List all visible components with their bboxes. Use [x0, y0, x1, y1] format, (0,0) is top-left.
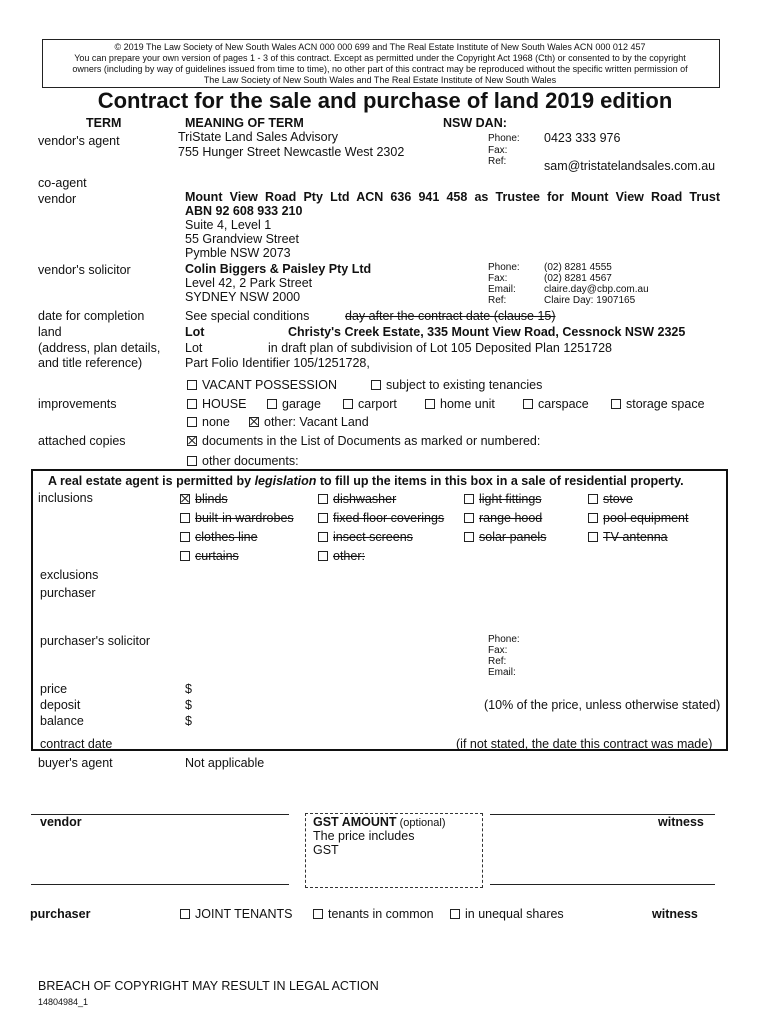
- solicitor-email-label: Email:: [488, 284, 516, 295]
- solicitor-fax-label: Fax:: [488, 273, 508, 284]
- inclusion-checkbox[interactable]: [464, 532, 474, 542]
- checkbox-joint-tenants[interactable]: [180, 909, 190, 919]
- checkbox-other-documents[interactable]: [187, 456, 197, 466]
- inclusion-checkbox[interactable]: [318, 513, 328, 523]
- inclusion-other[interactable]: [318, 549, 365, 564]
- label-exclusions: exclusions: [40, 568, 99, 582]
- garage-label: garage: [282, 397, 321, 411]
- inclusion-solar-panels[interactable]: [464, 530, 546, 545]
- vacant-possession-label: VACANT POSSESSION: [202, 378, 337, 392]
- inclusion-stove[interactable]: [588, 492, 633, 507]
- inclusion-label: solar panels: [479, 530, 547, 544]
- other-improvement-label: other: Vacant Land: [264, 415, 369, 429]
- label-contract-date: contract date: [40, 737, 113, 751]
- checkbox-existing-tenancies[interactable]: [371, 380, 381, 390]
- inclusion-checkbox[interactable]: [588, 513, 598, 523]
- copyright-line-3: owners (including by way of guidelines issued from time to time), no other part of this contract may be reproduced without the specific written permission of: [72, 64, 688, 74]
- balance-dollar: $: [185, 714, 192, 728]
- inclusion-checkbox[interactable]: [318, 551, 328, 561]
- inclusion-checkbox[interactable]: [588, 532, 598, 542]
- option-carport[interactable]: [343, 397, 397, 412]
- label-land-address: (address, plan details,: [38, 341, 161, 355]
- inclusion-insect-screens[interactable]: [318, 530, 413, 545]
- header-term: TERM: [86, 116, 122, 130]
- checkbox-documents-checked[interactable]: [187, 436, 197, 446]
- label-improvements: improvements: [38, 397, 117, 411]
- completion-value: See special conditions: [185, 309, 310, 323]
- label-vendor: vendor: [38, 192, 77, 206]
- inclusion-blinds[interactable]: [180, 492, 228, 507]
- checkbox-carport[interactable]: [343, 399, 353, 409]
- carspace-label: carspace: [538, 397, 589, 411]
- agent-phone-label: Phone:: [488, 133, 520, 144]
- solicitor-phone-label: Phone:: [488, 262, 520, 273]
- agent-fax-label: Fax:: [488, 145, 508, 156]
- label-purchasers-solicitor: purchaser's solicitor: [40, 634, 151, 648]
- label-vendors-agent: vendor's agent: [38, 134, 120, 148]
- inclusion-light-fittings[interactable]: [464, 492, 542, 507]
- agent-box-heading-b: legislation: [254, 474, 317, 488]
- purch-email-label: Email:: [488, 667, 516, 678]
- inclusion-label: light fittings: [479, 492, 542, 506]
- inclusion-fixed-floor-coverings[interactable]: [318, 511, 444, 526]
- option-storage-space[interactable]: [611, 397, 705, 412]
- witness-signature-line-2[interactable]: [490, 884, 715, 885]
- purch-phone-label: Phone:: [488, 634, 520, 645]
- inclusion-range-hood[interactable]: [464, 511, 542, 526]
- home-unit-label: home unit: [440, 397, 495, 411]
- page-title: Contract for the sale and purchase of land 2019 edition: [97, 88, 673, 113]
- vendor-signature-line-2[interactable]: [31, 884, 289, 885]
- solicitor-address-2: SYDNEY NSW 2000: [185, 290, 301, 304]
- deposit-note: (10% of the price, unless otherwise stated): [484, 698, 721, 712]
- solicitor-ref-label: Ref:: [488, 295, 507, 306]
- option-garage[interactable]: [267, 397, 321, 412]
- inclusion-label: stove: [603, 492, 633, 506]
- carport-label: carport: [358, 397, 397, 411]
- inclusion-label: dishwasher: [333, 492, 397, 506]
- inclusion-label: insect screens: [333, 530, 413, 544]
- label-witness: witness: [658, 815, 704, 829]
- land-lot-label-2: Lot: [185, 341, 203, 355]
- checkbox-garage[interactable]: [267, 399, 277, 409]
- option-other-improvement[interactable]: [249, 415, 369, 430]
- inclusion-label: curtains: [195, 549, 239, 563]
- tenancies-label: subject to existing tenancies: [386, 378, 543, 392]
- inclusion-curtains[interactable]: [180, 549, 239, 564]
- vendor-address-2: 55 Grandview Street: [185, 232, 299, 246]
- checkbox-tenants-in-common[interactable]: [313, 909, 323, 919]
- copyright-line-4: The Law Society of New South Wales and The Real Estate Institute of New South Wales: [203, 75, 557, 85]
- vendor-address-3: Pymble NSW 2073: [185, 246, 291, 260]
- gst-optional: (optional): [396, 817, 446, 829]
- label-land: land: [38, 325, 62, 339]
- gst-title-text: GST AMOUNT: [313, 815, 397, 829]
- checkbox-house[interactable]: [187, 399, 197, 409]
- solicitor-ref: Claire Day: 1907165: [544, 295, 636, 306]
- label-deposit: deposit: [40, 698, 81, 712]
- inclusion-checkbox[interactable]: [180, 551, 190, 561]
- copyright-line-2: You can prepare your own version of pages 1 - 3 of this contract. Except as permitted under the Copyright Act 1968 (Cth) or consented to by the copyright: [74, 53, 686, 63]
- checkbox-storage-space[interactable]: [611, 399, 621, 409]
- footer-breach: BREACH OF COPYRIGHT MAY RESULT IN LEGAL ACTION: [38, 979, 379, 993]
- option-other-documents[interactable]: [187, 454, 299, 469]
- label-witness-2: witness: [652, 907, 698, 921]
- inclusion-label: TV antenna: [603, 530, 668, 544]
- agent-box-heading: [48, 474, 684, 489]
- other-documents-label: other documents:: [202, 454, 299, 468]
- option-home-unit[interactable]: [425, 397, 495, 412]
- inclusion-label: range hood: [479, 511, 543, 525]
- land-lot-label: Lot: [185, 325, 205, 339]
- deposit-dollar: $: [185, 698, 192, 712]
- option-none[interactable]: [187, 415, 230, 430]
- label-vendors-solicitor: vendor's solicitor: [38, 263, 131, 277]
- option-house[interactable]: [187, 397, 246, 412]
- option-carspace[interactable]: [523, 397, 589, 412]
- checkbox-unequal-shares[interactable]: [450, 909, 460, 919]
- agent-ref-label: Ref:: [488, 156, 507, 167]
- option-documents[interactable]: [187, 434, 540, 449]
- inclusion-tv-antenna[interactable]: [588, 530, 668, 545]
- solicitor-email: claire.day@cbp.com.au: [544, 284, 649, 295]
- vendor-abn: ABN 92 608 933 210: [185, 204, 303, 218]
- inclusion-pool-equipment[interactable]: [588, 511, 688, 526]
- label-co-agent: co-agent: [38, 176, 87, 190]
- price-dollar: $: [185, 682, 192, 696]
- completion-struck: day after the contract date (clause 15): [345, 309, 556, 323]
- option-existing-tenancies[interactable]: [371, 378, 542, 393]
- option-joint-tenants[interactable]: [180, 907, 292, 922]
- checkbox-other-improvement-checked[interactable]: [249, 417, 259, 427]
- option-vacant-possession[interactable]: [187, 378, 337, 393]
- purch-ref-label: Ref:: [488, 656, 507, 667]
- tenants-in-common-label: tenants in common: [328, 907, 434, 921]
- vendor-address-1: Suite 4, Level 1: [185, 218, 272, 232]
- none-label: none: [202, 415, 230, 429]
- inclusion-dishwasher[interactable]: [318, 492, 396, 507]
- gst-line-2: GST: [313, 843, 339, 857]
- inclusion-checkbox[interactable]: [318, 494, 328, 504]
- checkbox-home-unit[interactable]: [425, 399, 435, 409]
- label-balance: balance: [40, 714, 84, 728]
- inclusion-checkbox[interactable]: [180, 532, 190, 542]
- solicitor-address-1: Level 42, 2 Park Street: [185, 276, 313, 290]
- agent-phone: 0423 333 976: [544, 131, 621, 145]
- inclusion-checkbox[interactable]: [464, 513, 474, 523]
- buyers-agent-value: Not applicable: [185, 756, 265, 770]
- footer-code: 14804984_1: [38, 997, 89, 1007]
- label-purchaser: purchaser: [40, 586, 96, 600]
- agent-name: TriState Land Sales Advisory: [178, 130, 339, 144]
- inclusion-label: clothes line: [195, 530, 258, 544]
- checkbox-vacant-possession[interactable]: [187, 380, 197, 390]
- label-vendor-signature: vendor: [40, 815, 82, 829]
- label-land-title: and title reference): [38, 356, 143, 370]
- label-buyers-agent: buyer's agent: [38, 756, 113, 770]
- land-plan: in draft plan of subdivision of Lot 105 Deposited Plan 1251728: [268, 341, 612, 355]
- inclusion-built-in-wardrobes[interactable]: [180, 511, 294, 526]
- label-date-for-completion: date for completion: [38, 309, 145, 323]
- label-price: price: [40, 682, 68, 696]
- inclusion-label: pool equipment: [603, 511, 689, 525]
- inclusion-checkbox[interactable]: [588, 494, 598, 504]
- contract-date-note: (if not stated, the date this contract was made): [456, 737, 713, 751]
- gst-line-1: The price includes: [313, 829, 415, 843]
- checkbox-none[interactable]: [187, 417, 197, 427]
- documents-label: documents in the List of Documents as marked or numbered:: [202, 434, 541, 448]
- label-purchaser-signature: purchaser: [30, 907, 91, 921]
- land-folio: Part Folio Identifier 105/1251728,: [185, 356, 370, 370]
- vendor-name: Mount View Road Pty Ltd ACN 636 941 458 as Trustee for Mount View Road Trust: [185, 190, 720, 204]
- label-attached-copies: attached copies: [38, 434, 126, 448]
- label-inclusions: inclusions: [38, 491, 93, 505]
- option-unequal-shares[interactable]: [450, 907, 564, 922]
- agent-box-heading-a: A real estate agent is permitted by: [48, 474, 255, 488]
- copyright-line-1: © 2019 The Law Society of New South Wales ACN 000 000 699 and The Real Estate Institute of New South Wales ACN 000 012 457: [114, 42, 646, 52]
- inclusion-checkbox[interactable]: [180, 513, 190, 523]
- house-label: HOUSE: [202, 397, 247, 411]
- solicitor-name: Colin Biggers & Paisley Pty Ltd: [185, 262, 372, 276]
- purch-fax-label: Fax:: [488, 645, 508, 656]
- agent-box-heading-c: to fill up the items in this box in a sale of residential property.: [316, 474, 684, 488]
- joint-tenants-label: JOINT TENANTS: [195, 907, 293, 921]
- checkbox-carspace[interactable]: [523, 399, 533, 409]
- inclusion-checkbox[interactable]: [464, 494, 474, 504]
- inclusion-label: fixed floor coverings: [333, 511, 445, 525]
- inclusion-checkbox[interactable]: [318, 532, 328, 542]
- inclusion-label: blinds: [195, 492, 228, 506]
- header-nsw-dan: NSW DAN:: [443, 116, 507, 130]
- solicitor-phone: (02) 8281 4555: [544, 262, 612, 273]
- inclusion-clothes-line[interactable]: [180, 530, 258, 545]
- header-meaning: MEANING OF TERM: [185, 116, 304, 130]
- inclusion-label: other:: [333, 549, 365, 563]
- agent-address: 755 Hunger Street Newcastle West 2302: [178, 145, 405, 159]
- agent-email: sam@tristatelandsales.com.au: [544, 159, 716, 173]
- unequal-shares-label: in unequal shares: [465, 907, 564, 921]
- inclusion-checkbox[interactable]: [180, 494, 190, 504]
- storage-space-label: storage space: [626, 397, 705, 411]
- solicitor-fax: (02) 8281 4567: [544, 273, 612, 284]
- inclusion-label: built-in wardrobes: [195, 511, 294, 525]
- land-address: Christy's Creek Estate, 335 Mount View Road, Cessnock NSW 2325: [288, 325, 686, 339]
- option-tenants-in-common[interactable]: [313, 907, 434, 922]
